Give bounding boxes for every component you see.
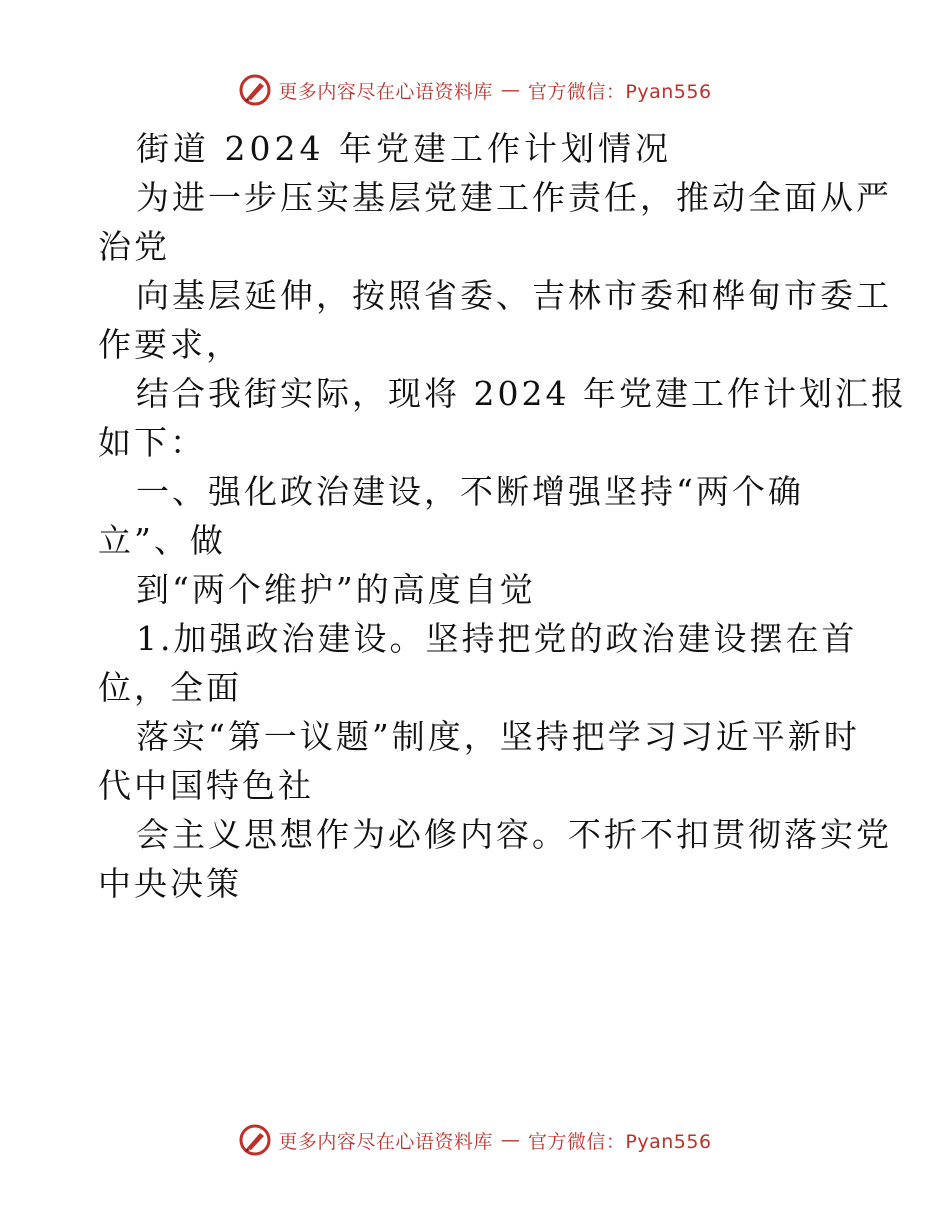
banner-wechat: 官方微信：Pyan556: [527, 1130, 712, 1153]
banner-wechat: 官方微信：Pyan556: [527, 80, 712, 103]
section-heading-line: 立”、做: [98, 521, 226, 560]
section-heading-line: 到“两个维护”的高度自觉: [136, 570, 536, 609]
paragraph-line: 位，全面: [98, 668, 242, 707]
paragraph-line: 会主义思想作为必修内容。不折不扣贯彻落实党: [136, 815, 892, 854]
document-title: 街道 2024 年党建工作计划情况: [136, 129, 672, 168]
document-body: [98, 124, 907, 908]
paragraph-line: 作要求，: [98, 325, 242, 364]
paragraph-line: 为进一步压实基层党建工作责任，推动全面从严: [136, 178, 892, 217]
paragraph-line: 治党: [98, 227, 170, 266]
section-heading-line: 一、强化政治建设，不断增强坚持“两个确: [136, 472, 804, 511]
paragraph-line: 代中国特色社: [98, 766, 314, 805]
paragraph-line: 1.加强政治建设。坚持把党的政治建设摆在首: [136, 619, 858, 658]
paragraph-line: 如下：: [98, 423, 206, 462]
pen-logo-icon: [238, 73, 272, 107]
paragraph-line: 向基层延伸，按照省委、吉林市委和桦甸市委工: [136, 276, 892, 315]
header-watermark-banner: [0, 70, 950, 110]
banner-separator: —: [500, 79, 520, 101]
paragraph-line: 落实“第一议题”制度，坚持把学习习近平新时: [136, 717, 860, 756]
banner-separator: —: [500, 1129, 520, 1151]
paragraph-line: 结合我街实际，现将 2024 年党建工作计划汇报: [136, 374, 907, 413]
pen-logo-icon: [238, 1123, 272, 1157]
paragraph-line: 中央决策: [98, 864, 242, 903]
footer-watermark-banner: [0, 1120, 950, 1160]
banner-text: 更多内容尽在心语资料库: [278, 80, 493, 103]
banner-text: 更多内容尽在心语资料库: [278, 1130, 493, 1153]
